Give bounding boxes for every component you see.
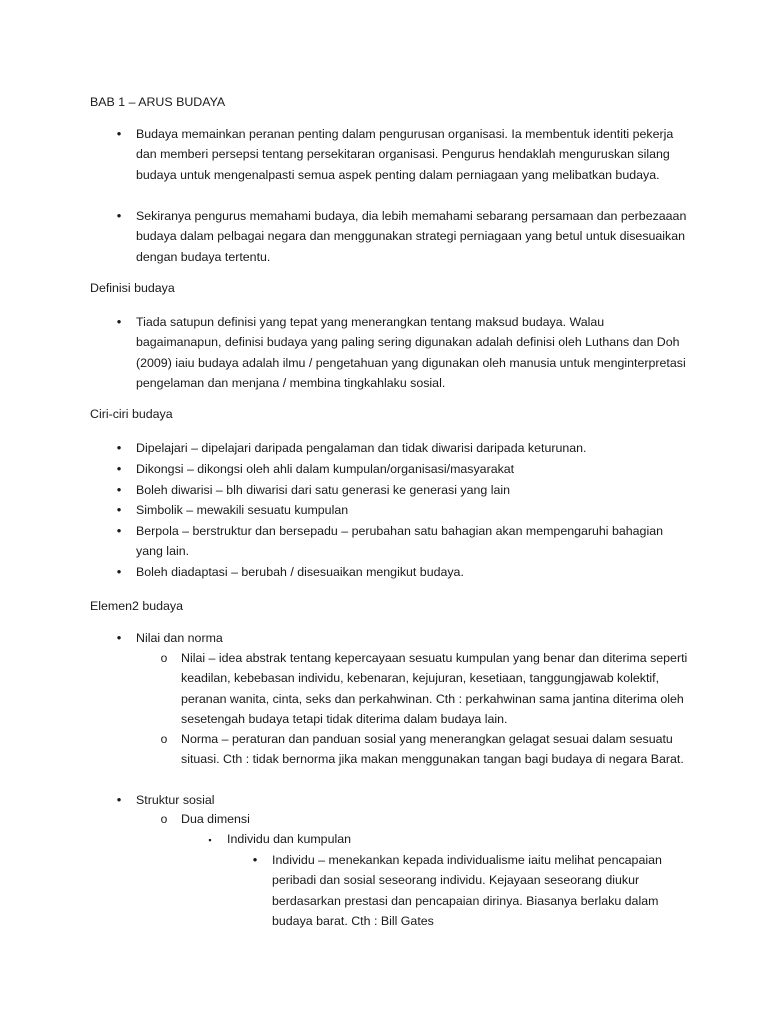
bullet-square-icon: ▪ xyxy=(208,835,212,845)
list-item-text: Dipelajari – dipelajari daripada pengalaman dan tidak diwarisi daripada keturunan. xyxy=(136,441,587,455)
section-heading-elemen: Elemen2 budaya xyxy=(90,599,183,613)
bullet-dot-icon: • xyxy=(116,482,122,497)
list-item xyxy=(116,790,688,810)
list-item-text: Nilai – idea abstrak tentang kepercayaan sesuatu kumpulan yang benar dan diterima seperti keadilan, kebebasan individu, kebenaran, kejujuran, kesetiaan, tanggungjawab kolektif, peranan wanita, cinta, seks dan perkahwinan. Cth : perkahwinan sama jantina diterima oleh sesetengah budaya tetapi tidak diterima dalam budaya lain. xyxy=(181,651,688,726)
list-item xyxy=(116,521,688,562)
list-item xyxy=(160,648,688,729)
bullet-dot-icon: • xyxy=(252,852,258,867)
list-item xyxy=(116,459,688,479)
bullet-circle-icon: o xyxy=(160,651,168,665)
list-item xyxy=(252,850,688,931)
list-item-text: Dikongsi – dikongsi oleh ahli dalam kumpulan/organisasi/masyarakat xyxy=(136,462,515,476)
list-item xyxy=(116,206,688,267)
section-heading-definisi: Definisi budaya xyxy=(90,281,175,295)
list-item xyxy=(116,628,688,648)
list-item xyxy=(116,312,688,393)
list-item xyxy=(116,438,688,458)
bullet-dot-icon: • xyxy=(116,461,122,476)
list-item-text: Berpola – berstruktur dan bersepadu – perubahan satu bahagian akan mempengaruhi bahagian yang lain. xyxy=(136,524,663,559)
bullet-dot-icon: • xyxy=(116,440,122,455)
list-item-text: Simbolik – mewakili sesuatu kumpulan xyxy=(136,503,349,517)
list-item-text: Nilai dan norma xyxy=(136,631,223,645)
bullet-dot-icon: • xyxy=(116,564,122,579)
section-heading-ciri: Ciri-ciri budaya xyxy=(90,407,173,421)
list-item-text: Sekiranya pengurus memahami budaya, dia lebih memahami sebarang persamaan dan perbezaaan budaya dalam pelbagai negara dan menggunakan strategi perniagaan yang betul untuk disesuaikan dengan budaya tertentu. xyxy=(136,209,687,264)
document-title: BAB 1 – ARUS BUDAYA xyxy=(90,95,226,109)
list-item xyxy=(160,809,688,829)
list-item-text: Boleh diwarisi – blh diwarisi dari satu generasi ke generasi yang lain xyxy=(136,483,510,497)
bullet-dot-icon: • xyxy=(116,523,122,538)
list-item-text: Boleh diadaptasi – berubah / disesuaikan mengikut budaya. xyxy=(136,565,464,579)
bullet-dot-icon: • xyxy=(116,792,122,807)
list-item xyxy=(116,500,688,520)
list-item xyxy=(160,729,688,770)
list-item-text: Individu dan kumpulan xyxy=(227,832,351,846)
list-item xyxy=(208,829,688,849)
bullet-dot-icon: • xyxy=(116,314,122,329)
list-item xyxy=(116,562,688,582)
list-item-text: Budaya memainkan peranan penting dalam pengurusan organisasi. Ia membentuk identiti pekerja dan memberi persepsi tentang persekitaran organisasi. Pengurus hendaklah menguruskan silang budaya untuk mengenalpasti semua aspek penting dalam perniagaan yang melibatkan budaya. xyxy=(136,127,674,182)
bullet-dot-icon: • xyxy=(116,630,122,645)
bullet-dot-icon: • xyxy=(116,126,122,141)
list-item xyxy=(116,480,688,500)
list-item-text: Struktur sosial xyxy=(136,793,215,807)
bullet-circle-icon: o xyxy=(160,812,168,826)
list-item-text: Norma – peraturan dan panduan sosial yang menerangkan gelagat sesuai dalam sesuatu situasi. Cth : tidak bernorma jika makan menggunakan tangan bagi budaya di negara Barat. xyxy=(181,732,684,767)
list-item-text: Dua dimensi xyxy=(181,812,250,826)
bullet-dot-icon: • xyxy=(116,502,122,517)
bullet-dot-icon: • xyxy=(116,208,122,223)
list-item-text: Individu – menekankan kepada individualisme iaitu melihat pencapaian peribadi dan sosial seseorang individu. Kejayaan seseorang diukur berdasarkan prestasi dan pencapaian dirinya. Biasanya berlaku dalam budaya barat. Cth : Bill Gates xyxy=(272,853,662,928)
bullet-circle-icon: o xyxy=(160,732,168,746)
list-item-text: Tiada satupun definisi yang tepat yang menerangkan tentang maksud budaya. Walau bagaimanapun, definisi budaya yang paling sering digunakan adalah definisi oleh Luthans dan Doh (2009) iaiu budaya adalah ilmu / pengetahuan yang digunakan oleh manusia untuk menginterpretasi pengelaman dan menjana / membina tingkahlaku sosial. xyxy=(136,315,686,390)
list-item xyxy=(116,124,688,185)
